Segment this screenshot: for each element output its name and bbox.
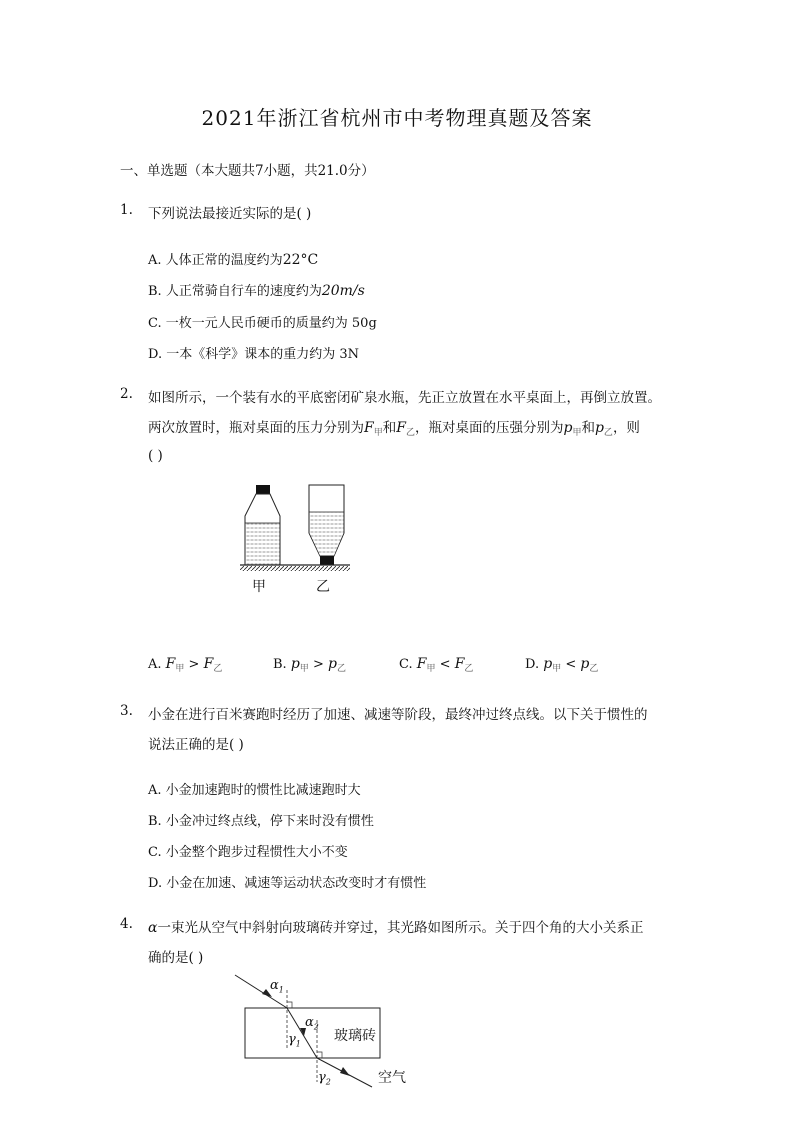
pressure-symbol: p — [594, 420, 604, 436]
section-header: 一、单选题（本大题共7小题，共21.0分） — [120, 163, 375, 179]
alpha-symbol: α — [148, 920, 158, 936]
option-letter: D. — [148, 347, 163, 362]
bottle-inverted — [309, 485, 344, 565]
table-hatching — [240, 566, 350, 571]
option-d — [148, 343, 359, 362]
force-symbol: F — [396, 420, 406, 436]
option-letter: A. — [148, 253, 162, 268]
question-number: 3. — [120, 703, 133, 719]
pressure-symbol: p — [563, 420, 573, 436]
option-d: D. 小金在加速、减速等运动状态改变时才有惯性 — [148, 876, 427, 891]
option-text: 一枚一元人民币硬币的质量约为 50g — [165, 316, 377, 331]
option-text: 人正常骑自行车的速度约为 — [165, 284, 322, 299]
angle-label-a2: $\alpha_2$ — [305, 1015, 319, 1032]
option-a — [148, 249, 318, 268]
ray-arrow — [340, 1067, 350, 1076]
question-stem-line-1: 如图所示，一个装有水的平底密闭矿泉水瓶，先正立放置在水平桌面上，再倒立放置。 — [148, 390, 661, 406]
glass-brick-label: 玻璃砖 — [334, 1028, 376, 1044]
option-text: 一本《科学》课本的重力约为 3N — [166, 347, 360, 362]
angle-label-g1: $\gamma_1$ — [288, 1032, 301, 1049]
document-title: 2021年浙江省杭州市中考物理真题及答案 — [201, 106, 593, 130]
question-stem-line-1: 小金在进行百米赛跑时经历了加速、减速等阶段，最终冲过终点线。以下关于惯性的 — [148, 707, 648, 723]
option-c: C. $F_甲 < F_乙$ — [399, 656, 474, 674]
angle-label-a1: $\alpha_1$ — [270, 978, 284, 995]
question-stem-line-3: ( ) — [148, 448, 163, 464]
option-b: B. $p_甲 > p_乙$ — [273, 656, 346, 674]
option-a: A. $F_甲 > F_乙$ — [148, 656, 223, 674]
figure-label-jia: 甲 — [252, 579, 266, 595]
question-stem-line-2: 两次放置时，瓶对桌面的压力分别为$F_甲$和$F_乙$，瓶对桌面的压强分别为$p_甲$和$p_乙$，则 — [148, 420, 640, 438]
question-number: 2. — [120, 386, 133, 402]
force-symbol: F — [364, 420, 374, 436]
option-math: 22°C — [282, 252, 319, 268]
option-math: 20m/s — [321, 283, 365, 299]
option-c — [148, 312, 377, 331]
option-text: 人体正常的温度约为 — [165, 253, 283, 268]
question-number: 1. — [120, 202, 133, 218]
option-letter: B. — [148, 284, 162, 299]
bottle-upright — [245, 485, 280, 565]
question-number: 4. — [120, 916, 133, 932]
option-d: D. $p_甲 < p_乙$ — [525, 656, 599, 674]
question-stem-line-2: 确的是( ) — [148, 950, 204, 966]
figure-label-yi: 乙 — [316, 579, 330, 595]
angle-label-g2: $\gamma_2$ — [318, 1070, 331, 1087]
option-a: A. 小金加速跑时的惯性比减速跑时大 — [148, 783, 361, 798]
air-label: 空气 — [378, 1070, 406, 1086]
question-stem-line-1: α一束光从空气中斜射向玻璃砖并穿过，其光路如图所示。关于四个角的大小关系正 — [148, 920, 644, 936]
option-letter: C. — [148, 316, 162, 331]
question-stem: 下列说法最接近实际的是( ) — [148, 206, 312, 222]
option-b — [148, 280, 365, 299]
question-stem-line-2: 说法正确的是( ) — [148, 737, 244, 753]
option-b: B. 小金冲过终点线，停下来时没有惯性 — [148, 814, 374, 829]
option-c: C. 小金整个跑步过程惯性大小不变 — [148, 845, 348, 860]
